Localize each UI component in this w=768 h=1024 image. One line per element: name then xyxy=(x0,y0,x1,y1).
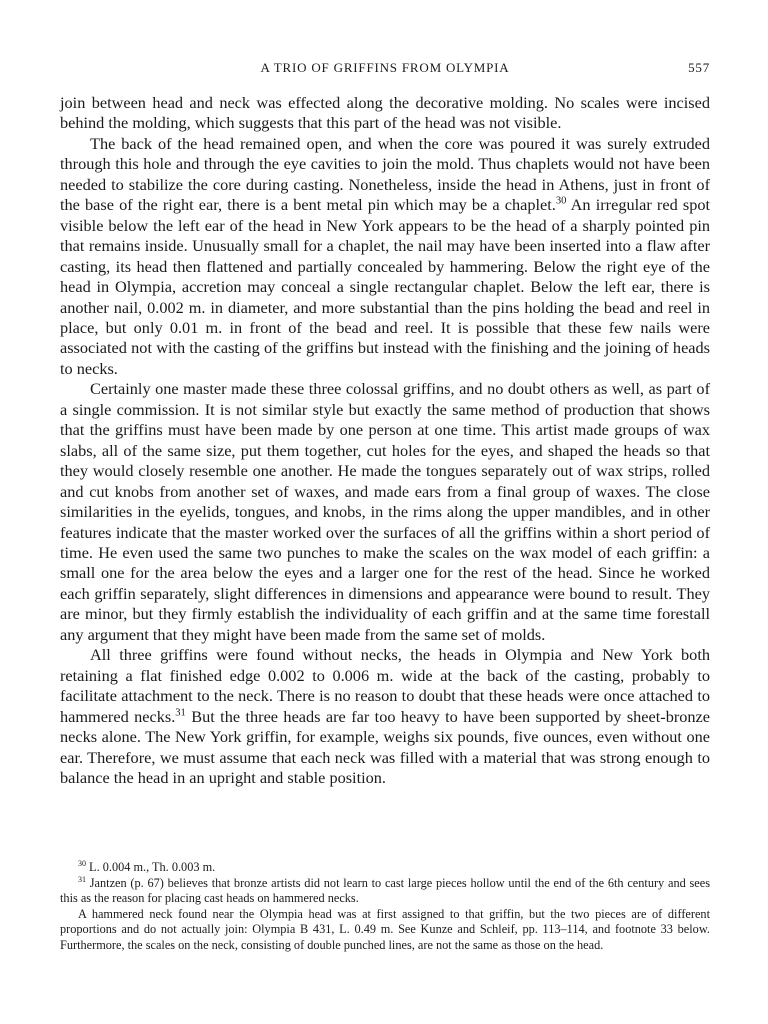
footnote-31-number: 31 xyxy=(78,874,86,884)
paragraph-1: join between head and neck was effected along the decorative molding. No scales were incised behind the molding, which suggests that this part of the head was not visible. xyxy=(60,93,710,133)
footnote-31-text: Jantzen (p. 67) believes that bronze artists did not learn to cast large pieces hollow until the end of the 6th century and sees this as the reason for placing cast heads on hammered necks. xyxy=(60,875,710,906)
body-text xyxy=(60,93,710,788)
footnote-ref-31: 31 xyxy=(175,707,186,719)
footnote-31 xyxy=(60,876,710,907)
paragraph-2-part-a: The back of the head remained open, and when the core was poured it was surely extruded through this hole and through the eye cavities to join the mold. Thus chaplets would not have been needed to stabilize the core during casting. Nonetheless, inside the head in Athens, just in front of the base of the right ear, there is a bent metal pin which may be a chaplet. xyxy=(60,133,710,215)
footnote-30-number: 30 xyxy=(78,858,86,868)
running-head xyxy=(60,60,710,80)
footnote-ref-30: 30 xyxy=(555,195,567,207)
footnote-30-text: L. 0.004 m., Th. 0.003 m. xyxy=(85,860,216,874)
footnotes xyxy=(60,860,710,954)
running-title: A TRIO OF GRIFFINS FROM OLYMPIA xyxy=(260,60,510,75)
paragraph-4-part-a: All three griffins were found without necks, the heads in Olympia and New York both retaining a flat finished edge 0.002 to 0.006 m. wide at the back of the casting, probably to facilitate attachment to the neck. There is no reason to doubt that these heads were once attached to hammered necks. xyxy=(60,645,710,726)
footnote-30 xyxy=(60,860,710,876)
paragraph-2 xyxy=(60,134,710,379)
paragraph-4 xyxy=(60,645,710,788)
paragraph-2-part-b: An irregular red spot visible below the left ear of the head in New York appears to be the head of a sharply pointed pin that remains inside. Unusually small for a chaplet, the nail may have been inserted into a flaw after casting, its head then flattened and partially concealed by hammering. Below the right eye of the head in Olympia, accretion may conceal a single rectangular chaplet. Below the left ear, there is another nail, 0.002 m. in diameter, and more substantial than the pins holding the bead and reel in place, but only 0.01 m. in front of the bead and reel. It is possible that these few nails were associated not with the casting of the griffins but instead with the finishing and the joining of heads to necks. xyxy=(60,195,710,378)
page-number: 557 xyxy=(688,60,710,75)
paragraph-4-part-b: But the three heads are far too heavy to have been supported by sheet-bronze necks alone. The New York griffin, for example, weighs six pounds, five ounces, even without one ear. Therefore, we must assume that each neck was filled with a material that was strong enough to balance the head in an upright and stable position. xyxy=(60,706,710,787)
footnote-31-continuation: A hammered neck found near the Olympia head was at first assigned to that griffin, but the two pieces are of different proportions and do not actually join: Olympia B 431, L. 0.49 m. See Kunze and Schleif, pp. 113–114, and footnote 33 below. Furthermore, the scales on the neck, consisting of double punched lines, are not the same as those on the head. xyxy=(60,906,710,952)
paragraph-3: Certainly one master made these three colossal griffins, and no doubt others as well, as part of a single commission. It is not similar style but exactly the same method of production that shows that the griffins must have been made by one person at one time. This artist made groups of wax slabs, all of the same size, put them together, cut holes for the eyes, and shaped the heads so that they would closely resemble one another. He made the tongues separately out of wax strips, rolled and cut knobs from another set of waxes, and made ears from a final group of waxes. The close similarities in the eyelids, tongues, and knobs, in the rims along the upper mandibles, and in other features indicate that the master worked over the surfaces of all the griffins within a short period of time. He even used the same two punches to make the scales on the wax model of each griffin: a small one for the area below the eyes and a larger one for the rest of the head. Since he worked each griffin separately, slight differences in dimensions and appearance were bound to result. They are minor, but they firmly establish the individuality of each griffin and at the same time forestall any argument that they might have been made from the same set of molds. xyxy=(60,379,710,644)
